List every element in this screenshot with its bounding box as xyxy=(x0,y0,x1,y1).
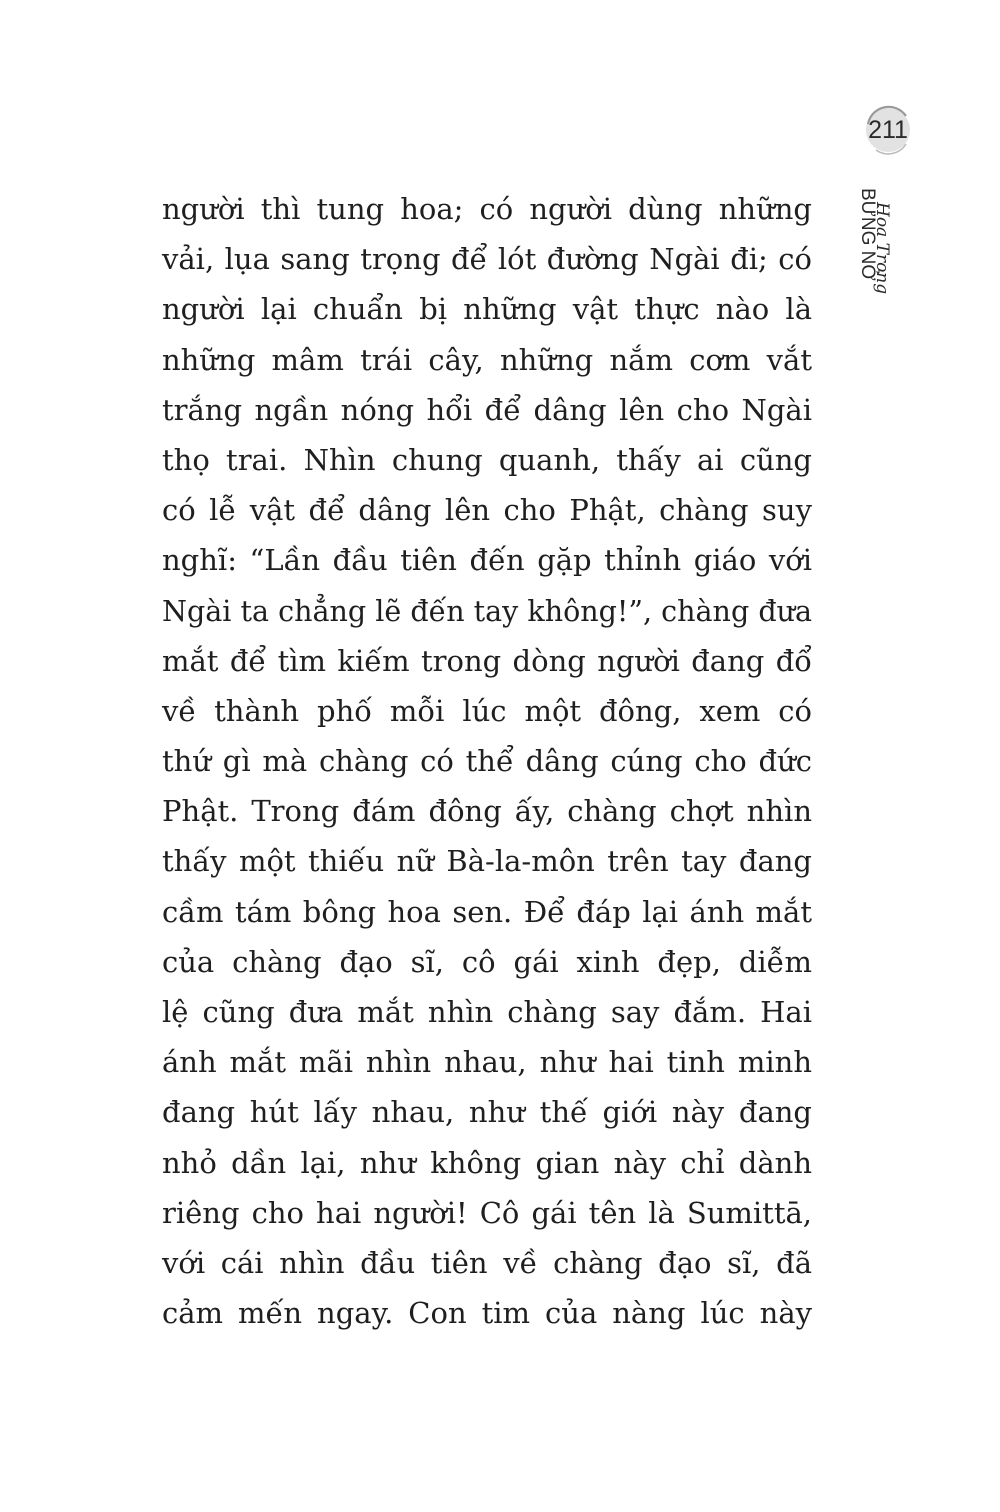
text-line: nhỏ dần lại, như không gian này chỉ dành xyxy=(162,1145,812,1180)
text-line: cảm mến ngay. Con tim của nàng lúc này xyxy=(162,1296,812,1331)
text-line: thứ gì mà chàng có thể dâng cúng cho đức xyxy=(162,744,812,779)
body-text xyxy=(162,184,812,1338)
text-line: đang hút lấy nhau, như thế giới này đang xyxy=(162,1095,812,1130)
text-line: ánh mắt mãi nhìn nhau, như hai tinh minh xyxy=(162,1045,812,1080)
running-title-caps: BỪNG NỞ xyxy=(857,188,878,281)
text-line: với cái nhìn đầu tiên về chàng đạo sĩ, đã xyxy=(162,1245,812,1280)
text-line: mắt để tìm kiếm trong dòng người đang đổ xyxy=(162,643,812,678)
text-line: trắng ngần nóng hổi để dâng lên cho Ngài xyxy=(162,392,812,427)
page-number: 211 xyxy=(868,116,908,144)
text-line: nghĩ: “Lần đầu tiên đến gặp thỉnh giáo với xyxy=(162,543,812,578)
text-line: của chàng đạo sĩ, cô gái xinh đẹp, diễm xyxy=(162,944,812,979)
text-line: thọ trai. Nhìn chung quanh, thấy ai cũng xyxy=(162,442,812,477)
text-line: về thành phố mỗi lúc một đông, xem có xyxy=(162,693,812,728)
text-line: Phật. Trong đám đông ấy, chàng chợt nhìn xyxy=(162,794,812,829)
text-line: lệ cũng đưa mắt nhìn chàng say đắm. Hai xyxy=(162,995,812,1029)
text-line: thấy một thiếu nữ Bà-la-môn trên tay đang xyxy=(162,844,812,879)
text-line: những mâm trái cây, những nắm cơm vắt xyxy=(162,342,812,377)
text-line: có lễ vật để dâng lên cho Phật, chàng suy xyxy=(162,493,812,528)
text-line: người thì tung hoa; có người dùng những xyxy=(162,192,812,226)
text-line: riêng cho hai người! Cô gái tên là Sumittā, xyxy=(162,1195,812,1230)
text-line: cầm tám bông hoa sen. Để đáp lại ánh mắt xyxy=(162,894,812,929)
text-line: Ngài ta chẳng lẽ đến tay không!”, chàng đưa xyxy=(162,593,812,628)
text-line: vải, lụa sang trọng để lót đường Ngài đi; có xyxy=(162,242,812,277)
running-title xyxy=(822,184,892,295)
page-number-badge xyxy=(862,104,914,156)
running-title-script: Hoa Trong xyxy=(872,202,892,295)
text-line: người lại chuẩn bị những vật thực nào là xyxy=(162,292,812,327)
